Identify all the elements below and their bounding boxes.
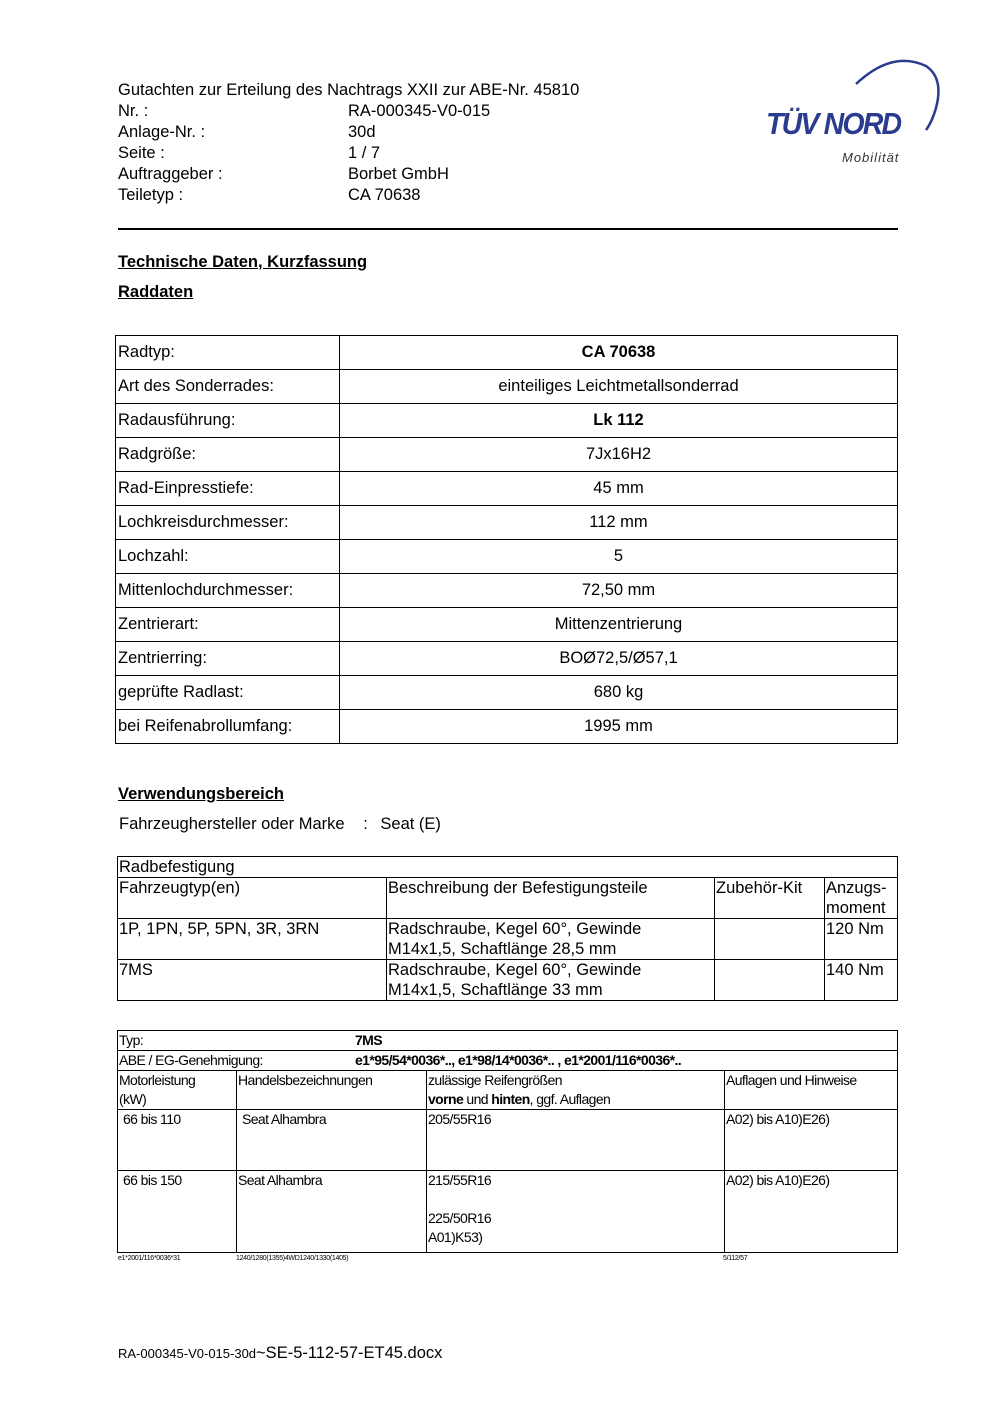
mount-cell-types: 7MS <box>118 960 387 1001</box>
wheel-label-cell: Radausführung: <box>116 404 340 438</box>
manufacturer-line <box>119 815 441 834</box>
table-row <box>116 710 898 744</box>
typ-row <box>118 1031 898 1051</box>
mount-cell-kit <box>715 919 825 960</box>
header-value-seite: 1 / 7 <box>348 144 381 162</box>
mount-cell-desc-line1: Radschraube, Kegel 60°, Gewinde <box>388 961 642 979</box>
manufacturer-value: Seat (E) <box>380 815 441 833</box>
mount-header-torque <box>825 878 898 919</box>
wheel-label-cell: bei Reifenabrollumfang: <box>116 710 340 744</box>
col-header-power-line2: (kW) <box>119 1091 147 1107</box>
wheel-label-cell: geprüfte Radlast: <box>116 676 340 710</box>
mount-cell-desc-line1: Radschraube, Kegel 60°, Gewinde <box>388 920 642 938</box>
header-value-anlage: 30d <box>348 123 376 141</box>
col-header-tyres-and: und <box>463 1091 492 1107</box>
mount-cell-types: 1P, 1PN, 5P, 5PN, 3R, 3RN <box>118 919 387 960</box>
table-row <box>116 642 898 676</box>
tyre-conditions: A01)K53) <box>428 1229 483 1245</box>
tyre-size: 225/50R16 <box>428 1210 492 1226</box>
wheel-label-cell: Radgröße: <box>116 438 340 472</box>
manufacturer-separator: : <box>363 815 368 833</box>
cell-power: 66 bis 150 <box>118 1171 237 1253</box>
table-row <box>118 1071 898 1110</box>
wheel-label-cell: Lochkreisdurchmesser: <box>116 506 340 540</box>
logo-wordmark: TÜV NORD <box>766 106 901 141</box>
mount-cell-desc <box>387 919 715 960</box>
table-row <box>118 919 898 960</box>
wheel-value-cell: 45 mm <box>340 472 898 506</box>
wheel-value-cell: 72,50 mm <box>340 574 898 608</box>
cell-power: 66 bis 110 <box>118 1110 237 1171</box>
table-row <box>118 857 898 878</box>
header-label-nr: Nr. : <box>118 102 149 120</box>
wheel-value-cell: einteiliges Leichtmetallsonderrad <box>340 370 898 404</box>
wheel-value-cell: 680 kg <box>340 676 898 710</box>
section-title-usage: Verwendungsbereich <box>118 785 284 803</box>
mount-header-torque-line2: moment <box>826 899 886 917</box>
abe-row <box>118 1051 898 1071</box>
typ-value: 7MS <box>355 1032 382 1048</box>
table-row <box>116 438 898 472</box>
cell-tyres: 205/55R16 <box>427 1110 725 1171</box>
header-label-teiletyp: Teiletyp : <box>118 186 184 204</box>
document-title: Gutachten zur Erteilung des Nachtrags XXII zur ABE-Nr. 45810 <box>118 81 580 99</box>
cell-notes: A02) bis A10)E26) <box>725 1171 898 1253</box>
header-value-teiletyp: CA 70638 <box>348 186 421 204</box>
tiny-weights: 1240/1280(1355)4WD1240/1330(1405) <box>236 1255 349 1262</box>
mount-table-title: Radbefestigung <box>118 857 898 878</box>
table-row <box>116 676 898 710</box>
table-row <box>116 370 898 404</box>
table-row <box>116 404 898 438</box>
wheel-value-cell: 112 mm <box>340 506 898 540</box>
header-divider <box>118 228 898 230</box>
wheel-label-cell: Rad-Einpresstiefe: <box>116 472 340 506</box>
cell-notes: A02) bis A10)E26) <box>725 1110 898 1171</box>
col-header-tyres-line1: zulässige Reifengrößen <box>428 1072 562 1088</box>
table-row <box>118 960 898 1001</box>
wheel-value-cell: BOØ72,5/Ø57,1 <box>340 642 898 676</box>
tyre-spacer <box>428 1190 723 1209</box>
footer-filename-suffix: ~SE-5-112-57-ET45.docx <box>256 1344 443 1362</box>
wheel-label-cell: Radtyp: <box>116 336 340 370</box>
wheel-value-cell: CA 70638 <box>340 336 898 370</box>
table-row <box>116 336 898 370</box>
abe-value: e1*95/54*0036*.., e1*98/14*0036*.. , e1*2001/116*0036*.. <box>355 1052 682 1068</box>
table-row <box>118 1051 898 1071</box>
col-header-trade: Handelsbezeichnungen <box>237 1071 427 1110</box>
table-row <box>118 1110 898 1171</box>
table-row <box>118 1171 898 1253</box>
wheel-label-cell: Mittenlochdurchmesser: <box>116 574 340 608</box>
footer-filename-prefix: RA-000345-V0-015-30d <box>118 1346 257 1361</box>
cell-trade: Seat Alhambra <box>237 1171 427 1253</box>
header-label-anlage: Anlage-Nr. : <box>118 123 206 141</box>
wheel-value-cell: 7Jx16H2 <box>340 438 898 472</box>
tiny-pcd-code: 5/112/57 <box>723 1255 748 1262</box>
footer-filename <box>118 1344 442 1363</box>
wheel-label-cell: Art des Sonderrades: <box>116 370 340 404</box>
table-row <box>116 472 898 506</box>
col-header-power <box>118 1071 237 1110</box>
tyre-size: 215/55R16 <box>428 1172 492 1188</box>
mount-cell-torque: 120 Nm <box>825 919 898 960</box>
section-title-wheel: Raddaten <box>118 283 194 301</box>
col-header-power-line1: Motorleistung <box>119 1072 196 1088</box>
table-row <box>118 1031 898 1051</box>
wheel-value-cell: Mittenzentrierung <box>340 608 898 642</box>
table-row <box>116 540 898 574</box>
header-value-nr: RA-000345-V0-015 <box>348 102 491 120</box>
wheel-value-cell: 1995 mm <box>340 710 898 744</box>
abe-label: ABE / EG-Genehmigung: <box>119 1052 263 1068</box>
wheel-label-cell: Lochzahl: <box>116 540 340 574</box>
col-header-tyres-front: vorne <box>428 1091 464 1107</box>
table-row <box>116 506 898 540</box>
header-label-seite: Seite : <box>118 144 165 162</box>
header-value-auftraggeber: Borbet GmbH <box>348 165 449 183</box>
col-header-notes: Auflagen und Hinweise <box>725 1071 898 1110</box>
mount-header-torque-line1: Anzugs- <box>826 879 887 897</box>
mount-header-types: Fahrzeugtyp(en) <box>118 878 387 919</box>
table-row <box>116 574 898 608</box>
tiny-approval-code: e1*2001/116*0036*31 <box>118 1255 181 1262</box>
wheel-mounting-table <box>117 856 898 1001</box>
wheel-value-cell: Lk 112 <box>340 404 898 438</box>
mount-header-kit: Zubehör-Kit <box>715 878 825 919</box>
col-header-tyres <box>427 1071 725 1110</box>
manufacturer-label: Fahrzeughersteller oder Marke <box>119 815 345 833</box>
logo-subtitle: Mobilität <box>842 150 900 165</box>
col-header-tyres-rear: hinten <box>491 1091 530 1107</box>
col-header-tyres-suffix: , ggf. Auflagen <box>529 1091 611 1107</box>
table-row <box>116 608 898 642</box>
header-label-auftraggeber: Auftraggeber : <box>118 165 223 183</box>
mount-cell-desc <box>387 960 715 1001</box>
cell-tyres <box>427 1171 725 1253</box>
mount-cell-desc-line2: M14x1,5, Schaftlänge 33 mm <box>388 981 603 999</box>
table-row <box>118 878 898 919</box>
wheel-label-cell: Zentrierring: <box>116 642 340 676</box>
section-title-technical: Technische Daten, Kurzfassung <box>118 253 368 271</box>
wheel-value-cell: 5 <box>340 540 898 574</box>
mount-cell-kit <box>715 960 825 1001</box>
mount-cell-desc-line2: M14x1,5, Schaftlänge 28,5 mm <box>388 940 617 958</box>
mount-header-desc: Beschreibung der Befestigungsteile <box>387 878 715 919</box>
mount-cell-torque: 140 Nm <box>825 960 898 1001</box>
type-approval-table <box>117 1030 898 1253</box>
cell-trade: Seat Alhambra <box>237 1110 427 1171</box>
wheel-label-cell: Zentrierart: <box>116 608 340 642</box>
wheel-data-table <box>115 335 898 744</box>
typ-label: Typ: <box>119 1032 144 1048</box>
